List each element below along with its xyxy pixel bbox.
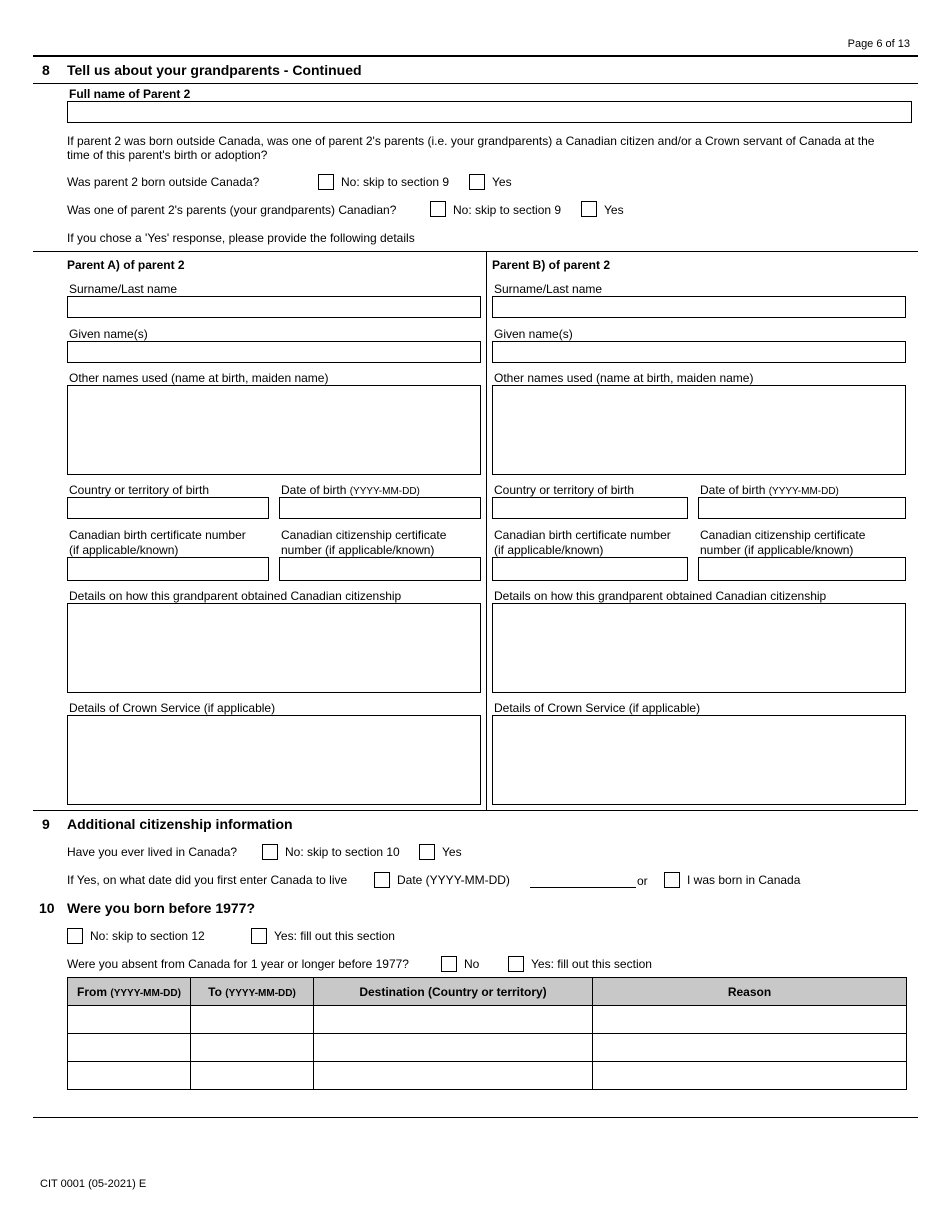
born-outside-yes-checkbox[interactable]: [469, 174, 485, 190]
parent-b-country-label: Country or territory of birth: [494, 483, 635, 497]
section-9-number: 9: [42, 816, 50, 832]
parent-b-crown-input[interactable]: [492, 715, 906, 805]
parent-a-other-names-input[interactable]: [67, 385, 481, 475]
page-number: Page 6 of 13: [847, 38, 910, 50]
parent-a-given-input[interactable]: [67, 341, 481, 363]
reason-cell[interactable]: [593, 1006, 907, 1034]
destination-cell[interactable]: [314, 1062, 593, 1090]
parent-b-how-obtained-input[interactable]: [492, 603, 906, 693]
absence-table: [67, 977, 907, 1090]
header-from-sub: (YYYY-MM-DD): [110, 987, 181, 999]
full-name-parent2-input[interactable]: [67, 101, 912, 123]
born-before-1977-yes-checkbox[interactable]: [251, 928, 267, 944]
parent-a-country-label: Country or territory of birth: [69, 483, 210, 497]
grandparents-divider: [486, 251, 487, 810]
grandparents-canadian-yes-label: Yes: [604, 203, 624, 217]
section-9-title: Additional citizenship information: [67, 816, 293, 832]
section-10-title: Were you born before 1977?: [67, 900, 256, 916]
parent-a-country-input[interactable]: [67, 497, 269, 519]
grandparents-canadian-no-label: No: skip to section 9: [453, 203, 562, 217]
parent-a-surname-label: Surname/Last name: [69, 282, 178, 296]
table-row: [68, 1034, 907, 1062]
parent-b-crown-label: Details of Crown Service (if applicable): [494, 701, 701, 715]
grandparents-canadian-yes-checkbox[interactable]: [581, 201, 597, 217]
table-row: [68, 1062, 907, 1090]
to-cell[interactable]: [191, 1034, 314, 1062]
or-text: or: [637, 874, 648, 888]
born-outside-question: Was parent 2 born outside Canada?: [67, 175, 260, 189]
parent-b-cit-cert-label-2: number (if applicable/known): [700, 543, 854, 557]
parent-a-surname-input[interactable]: [67, 296, 481, 318]
destination-cell[interactable]: [314, 1006, 593, 1034]
parent-a-cit-cert-input[interactable]: [279, 557, 481, 581]
to-cell[interactable]: [191, 1062, 314, 1090]
absence-table-header: [68, 978, 907, 1006]
bottom-rule: [33, 1117, 918, 1118]
section-8-title: Tell us about your grandparents - Continued: [67, 62, 362, 78]
top-rule: [33, 55, 918, 57]
parent-b-country-input[interactable]: [492, 497, 688, 519]
parent-b-given-label: Given name(s): [494, 327, 573, 341]
parent-a-birth-cert-input[interactable]: [67, 557, 269, 581]
from-cell[interactable]: [68, 1034, 191, 1062]
parent-a-cit-cert-label-2: number (if applicable/known): [281, 543, 435, 557]
absent-yes-label: Yes: fill out this section: [531, 957, 652, 971]
first-enter-date-label: Date (YYYY-MM-DD): [397, 873, 510, 887]
parent-a-how-obtained-input[interactable]: [67, 603, 481, 693]
lived-no-checkbox[interactable]: [262, 844, 278, 860]
parent-a-given-label: Given name(s): [69, 327, 148, 341]
from-cell[interactable]: [68, 1006, 191, 1034]
first-enter-question: If Yes, on what date did you first enter Canada to live: [67, 873, 348, 887]
born-outside-no-label: No: skip to section 9: [341, 175, 450, 189]
absent-question: Were you absent from Canada for 1 year or longer before 1977?: [67, 957, 409, 971]
destination-cell[interactable]: [314, 1034, 593, 1062]
parent-b-given-input[interactable]: [492, 341, 906, 363]
parent-b-birth-cert-label-1: Canadian birth certificate number: [494, 528, 671, 542]
absent-yes-checkbox[interactable]: [508, 956, 524, 972]
parent-a-dob-main: Date of birth: [281, 483, 350, 497]
grandparents-canadian-question: Was one of parent 2's parents (your grandparents) Canadian?: [67, 203, 397, 217]
born-before-1977-no-label: No: skip to section 12: [90, 929, 205, 943]
parent-b-birth-cert-input[interactable]: [492, 557, 688, 581]
section-10-number: 10: [39, 900, 55, 916]
born-in-canada-label: I was born in Canada: [687, 873, 801, 887]
header-destination: Destination (Country or territory): [314, 978, 593, 1006]
parent-b-surname-label: Surname/Last name: [494, 282, 603, 296]
header-to-sub: (YYYY-MM-DD): [225, 987, 296, 999]
grandparents-bottom-rule: [33, 810, 918, 811]
parent-b-dob-format: (YYYY-MM-DD): [768, 486, 839, 497]
parent-a-dob-label: [281, 483, 420, 497]
reason-cell[interactable]: [593, 1062, 907, 1090]
parent-a-dob-input[interactable]: [279, 497, 481, 519]
header-from: [68, 978, 191, 1006]
from-cell[interactable]: [68, 1062, 191, 1090]
parent-a-birth-cert-label-2: (if applicable/known): [69, 543, 179, 557]
reason-cell[interactable]: [593, 1034, 907, 1062]
lived-no-label: No: skip to section 10: [285, 845, 400, 859]
footer-code: CIT 0001 (05-2021) E: [40, 1178, 147, 1190]
intro-text-line2: time of this parent's birth or adoption?: [67, 148, 268, 162]
born-in-canada-checkbox[interactable]: [664, 872, 680, 888]
details-note: If you chose a 'Yes' response, please provide the following details: [67, 231, 415, 245]
header-from-main: From: [77, 984, 111, 999]
header-reason: Reason: [593, 978, 907, 1006]
parent-b-birth-cert-label-2: (if applicable/known): [494, 543, 604, 557]
parent-a-dob-format: (YYYY-MM-DD): [349, 486, 420, 497]
parent-a-crown-input[interactable]: [67, 715, 481, 805]
lived-yes-label: Yes: [442, 845, 462, 859]
table-row: [68, 1006, 907, 1034]
parent-b-how-obtained-label: Details on how this grandparent obtained Canadian citizenship: [494, 589, 827, 603]
absent-no-checkbox[interactable]: [441, 956, 457, 972]
to-cell[interactable]: [191, 1006, 314, 1034]
absent-no-label: No: [464, 957, 480, 971]
grandparents-canadian-no-checkbox[interactable]: [430, 201, 446, 217]
lived-in-canada-question: Have you ever lived in Canada?: [67, 845, 238, 859]
parent-a-birth-cert-label-1: Canadian birth certificate number: [69, 528, 246, 542]
section-8-number: 8: [42, 62, 50, 78]
first-enter-date-checkbox[interactable]: [374, 872, 390, 888]
parent-a-cit-cert-label-1: Canadian citizenship certificate: [281, 528, 447, 542]
section-8-rule: [33, 83, 918, 84]
born-before-1977-no-checkbox[interactable]: [67, 928, 83, 944]
parent-b-dob-label: [700, 483, 839, 497]
born-before-1977-yes-label: Yes: fill out this section: [274, 929, 395, 943]
parent-b-heading: Parent B) of parent 2: [492, 258, 611, 272]
intro-text-line1: If parent 2 was born outside Canada, was one of parent 2's parents (i.e. your grandparents) a Canadian citizen and/or a Crown servant of Canada at the: [67, 134, 875, 148]
lived-yes-checkbox[interactable]: [419, 844, 435, 860]
grandparents-top-rule: [33, 251, 918, 252]
parent-b-other-names-input[interactable]: [492, 385, 906, 475]
parent-b-surname-input[interactable]: [492, 296, 906, 318]
parent-a-crown-label: Details of Crown Service (if applicable): [69, 701, 276, 715]
first-enter-date-input[interactable]: [530, 887, 636, 888]
parent-b-cit-cert-label-1: Canadian citizenship certificate: [700, 528, 866, 542]
parent-b-dob-input[interactable]: [698, 497, 906, 519]
parent-b-dob-main: Date of birth: [700, 483, 769, 497]
header-to: [191, 978, 314, 1006]
parent-b-other-names-label: Other names used (name at birth, maiden name): [494, 371, 754, 385]
born-outside-yes-label: Yes: [492, 175, 512, 189]
born-outside-no-checkbox[interactable]: [318, 174, 334, 190]
parent-b-cit-cert-input[interactable]: [698, 557, 906, 581]
full-name-parent2-label: Full name of Parent 2: [69, 87, 191, 101]
parent-a-heading: Parent A) of parent 2: [67, 258, 185, 272]
parent-a-how-obtained-label: Details on how this grandparent obtained Canadian citizenship: [69, 589, 402, 603]
header-to-main: To: [208, 984, 226, 999]
parent-a-other-names-label: Other names used (name at birth, maiden name): [69, 371, 329, 385]
